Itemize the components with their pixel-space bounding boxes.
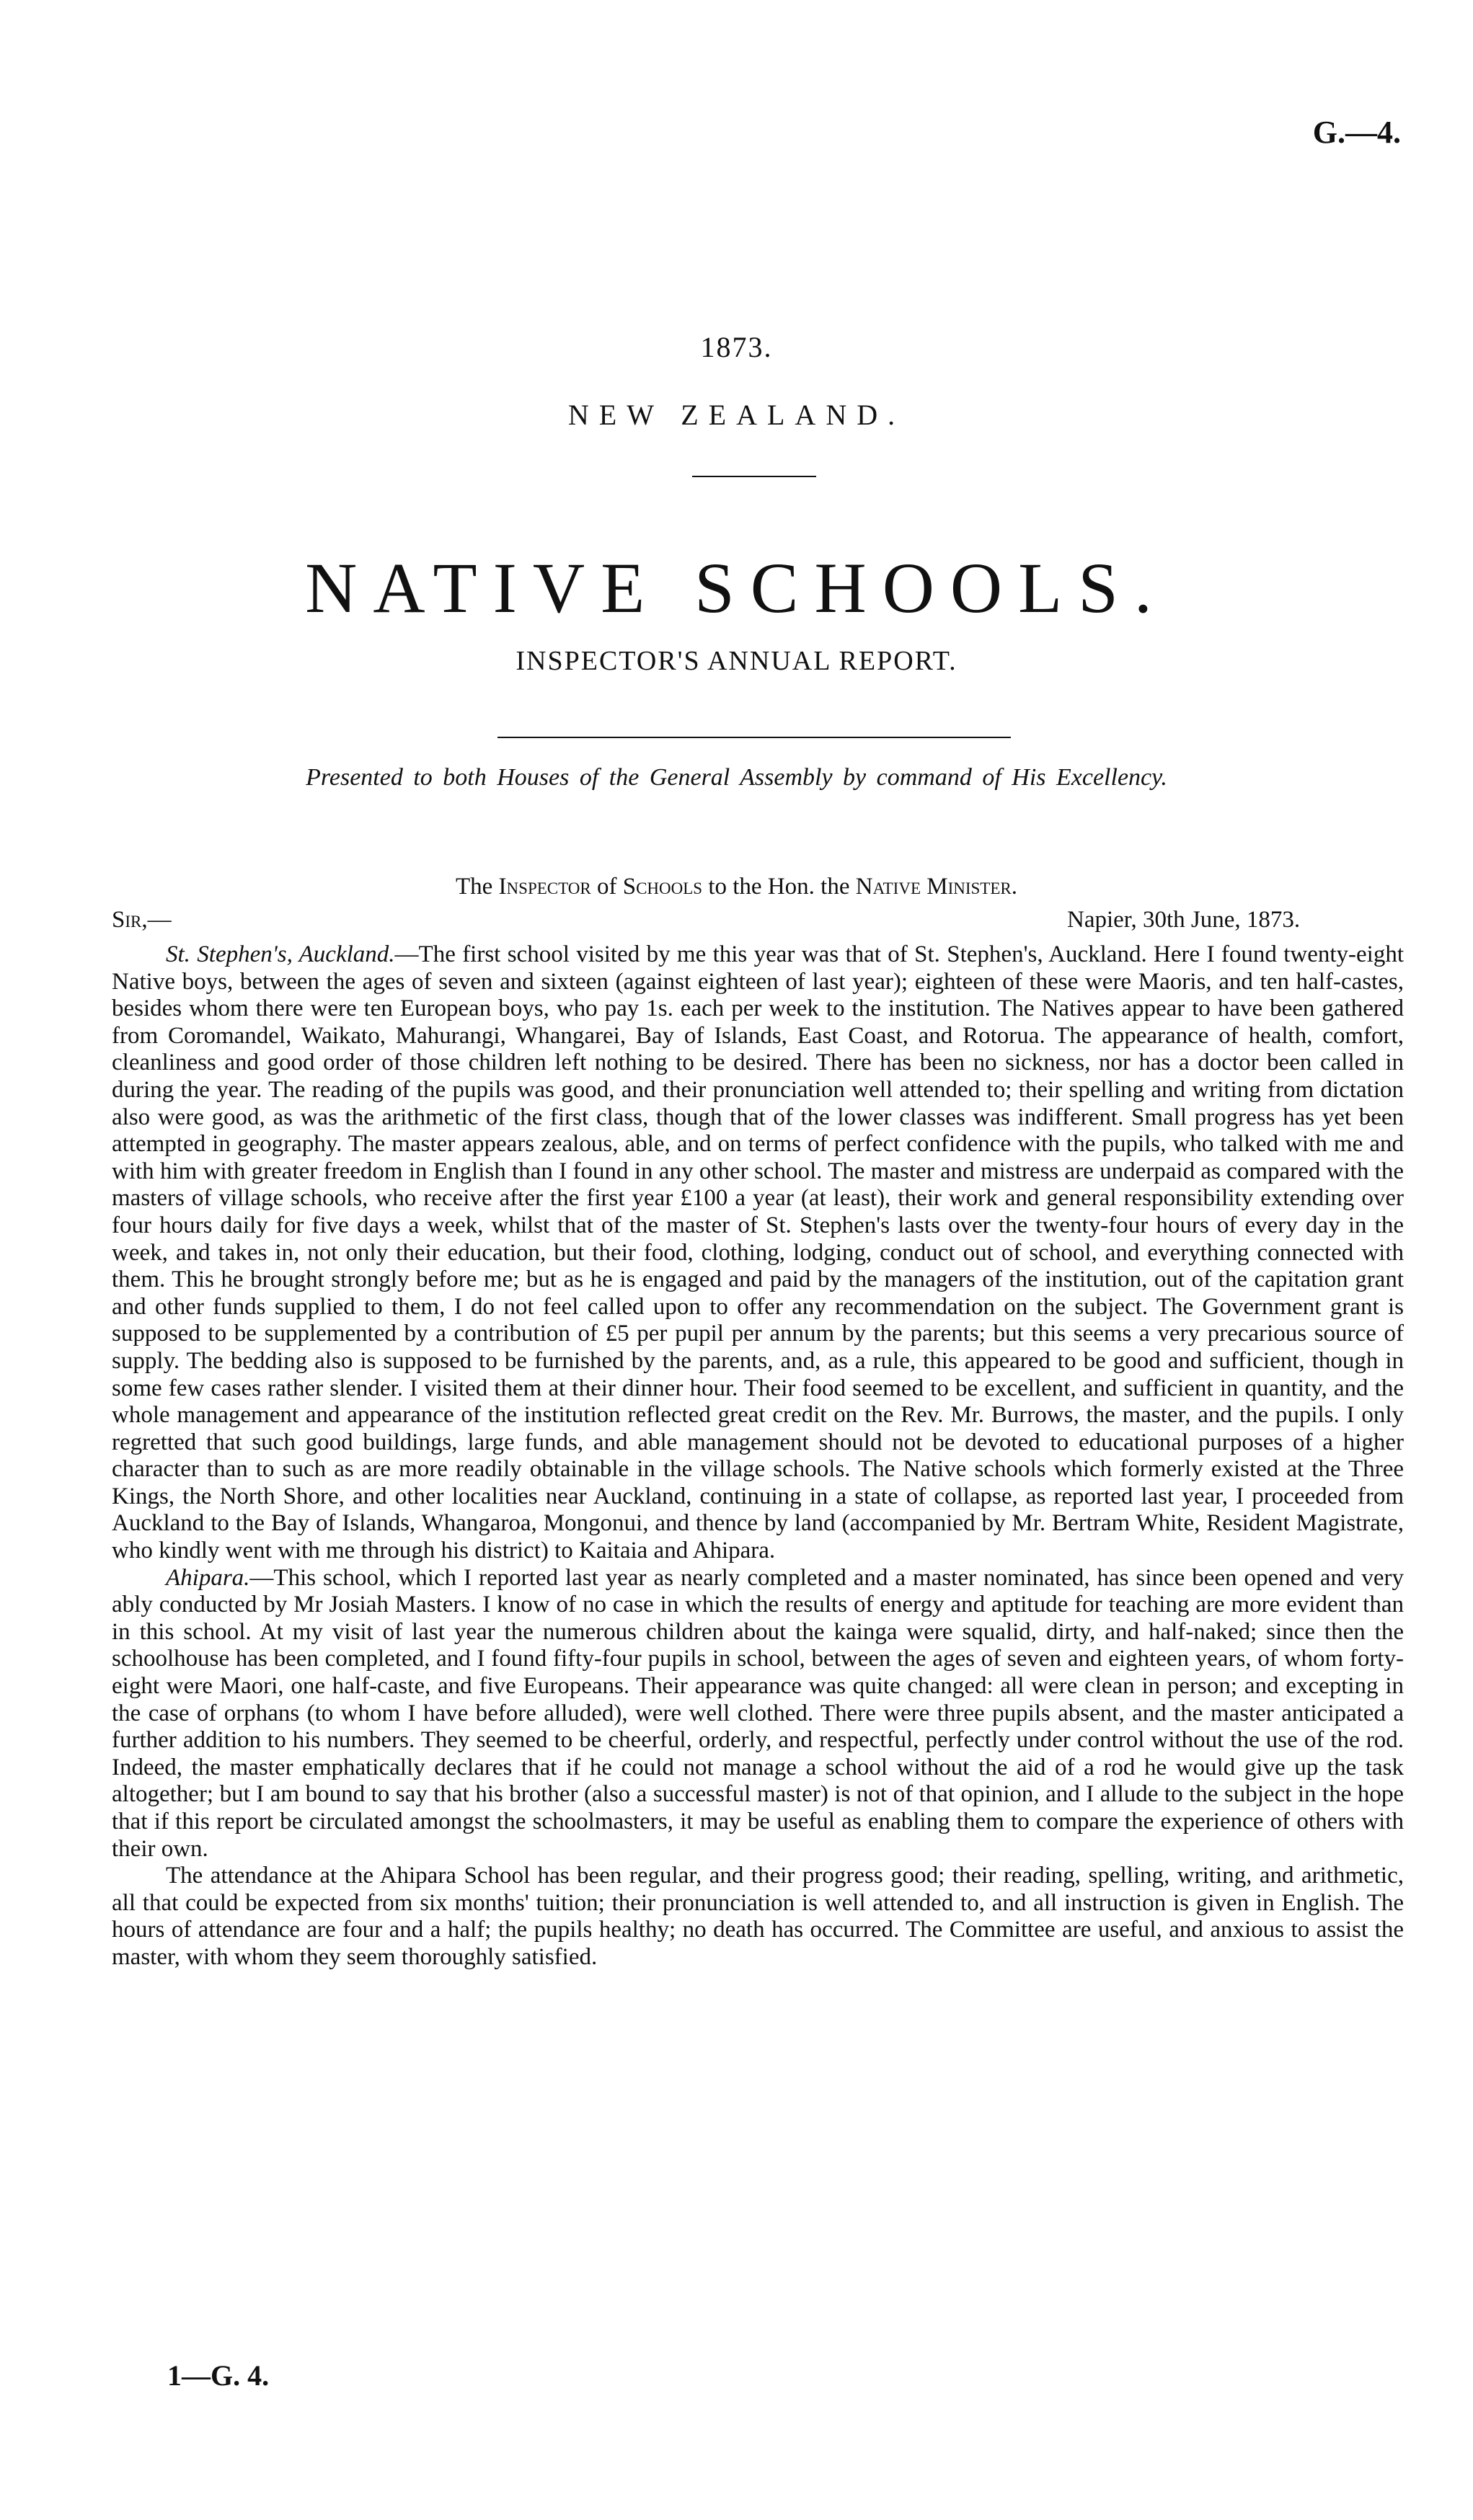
paragraph-text: —The first school visited by me this year was that of St. Stephen's, Auckland. Here I found twenty-eight Native boys, between the ages of seven and sixteen (against eighteen of last year); eighteen of these were Maoris, and ten half-castes, besides whom there were ten European boys, who pay 1s. each per week to the institution. The Natives appear to have been gathered from Coromandel, Waikato, Mahurangi, Whangarei, Bay of Islands, East Coast, and Rotorua. The appearance of health, comfort, cleanliness and good order of those children left nothing to be desired. There has been no sickness, nor has a doctor been called in during the year. The reading of the pupils was good, and their pronunciation well attended to; their spelling and writing from dictation also were good, as was the arithmetic of the first class, though that of the lower classes was indifferent. Small progress has yet been attempted in geography. The master appears zealous, able, and on terms of perfect confidence with the pupils, who talked with me and with him with greater freedom in English than I found in any other school. The master and mistress are underpaid as compared with the masters of village schools, who receive after the first year £100 a year (at least), their work and general responsibility extending over four hours daily for five days a week, whilst that of the master of St. Stephen's lasts over the twenty-four hours of every day in the week, and takes in, not only their education, but their food, clothing, lodging, conduct out of school, and everything connected with them. This he brought strongly before me; but as he is engaged and paid by the managers of the institution, out of the capitation grant and other funds supplied to them, I do not feel called upon to offer any recommendation on the subject. The Government grant is supposed to be supplemented by a contribution of £5 per pupil per annum by the parents; but this seems a very precarious source of supply. The bedding also is supposed to be furnished by the parents, and, as a rule, this appeared to be good and sufficient, though in some few cases rather slender. I visited them at their dinner hour. Their food seemed to be excellent, and sufficient in quantity, and the whole management and appearance of the institution reflected great credit on the Rev. Mr. Burrows, the master, and the pupils. I only regretted that such good buildings, large funds, and able management should not be devoted to educational purposes of a higher character than to such as are more readily obtainable in the village schools. The Native schools which formerly existed at the Three Kings, the North Shore, and other localities near Auckland, continuing in a state of collapse, as reported last year, I proceeded from Auckland to the Bay of Islands, Whangaroa, Mongonui, and thence by land (accompanied by Mr. Bertram White, Resident Magistrate, who kindly went with me through his district) to Kaitaia and Ahipara.	[112, 941, 1405, 1564]
country-heading: NEW ZEALAND.	[567, 399, 906, 431]
dateline: Napier, 30th June, 1873.	[1067, 907, 1301, 933]
title-divider	[692, 476, 816, 477]
address-part-4: .	[1011, 874, 1017, 900]
address-part-3: to the Hon. the	[702, 874, 856, 900]
report-year: 1873.	[700, 331, 773, 363]
paragraph-text: —This school, which I reported last year as nearly completed and a master nominated, has since been opened and very ably conducted by Mr Josiah Masters. I know of no case in which the results of energy and aptitude for teaching are more evident than in this school. At my visit of last year the numerous children about the kainga were squalid, dirty, and half-naked; since then the schoolhouse has been completed, and I found fifty-four pupils in school, between the ages of seven and eighteen years, of whom forty-eight were Maori, one half-caste, and five Europeans. Their appearance was quite changed: all were clean in person; and excepting in the case of orphans (to whom I have before alluded), were well clothed. There were three pupils absent, and the master anticipated a further addition to his numbers. They seemed to be cheerful, orderly, and respectful, perfectly under control without the use of the rod. Indeed, the master emphatically declares that if he could not manage a school without the aid of a rod he would give up the task altogether; but I am bound to say that his brother (also a successful master) is not of that opinion, and I allude to the subject in the hope that if this report be circulated amongst the schoolmasters, it may be useful as enabling them to compare the experience of others with their own.	[112, 1564, 1404, 1862]
address-part-2: of	[590, 874, 623, 900]
paragraph-heading: St. Stephen's, Auckland.	[166, 941, 395, 967]
presented-line: Presented to both Houses of the General Assembly by command of His Excellency.	[306, 764, 1167, 791]
report-subtitle: INSPECTOR'S ANNUAL REPORT.	[516, 646, 957, 676]
address-schools: Schools	[622, 874, 703, 900]
page-signature-mark: 1—G. 4.	[167, 2359, 270, 2392]
paragraph-ahipara	[112, 1565, 1404, 1863]
letter-body	[112, 941, 1404, 1971]
presented-divider	[497, 737, 1011, 738]
paragraph-text: The attendance at the Ahipara School has been regular, and their progress good; their reading, spelling, writing, and arithmetic, all that could be expected from six months' tuition; their pronunciation is well attended to, and all instruction is given in English. The hours of attendance are four and a half; the pupils healthy; no death has occurred. The Committee are useful, and anxious to assist the master, with whom they seem thoroughly satisfied.	[112, 1863, 1404, 1970]
paragraph-ahipara-attendance	[112, 1863, 1404, 1971]
address-native-minister: Native Minister	[855, 874, 1012, 900]
page-reference: G.—4.	[1312, 115, 1401, 150]
salutation: Sir,—	[112, 907, 172, 933]
letter-address-line	[0, 874, 1473, 900]
address-part-1: The	[455, 874, 499, 900]
address-from: Inspector	[498, 874, 591, 900]
page-title: NATIVE SCHOOLS.	[305, 548, 1168, 628]
paragraph-st-stephens	[112, 941, 1404, 1565]
paragraph-heading: Ahipara.	[166, 1564, 250, 1591]
